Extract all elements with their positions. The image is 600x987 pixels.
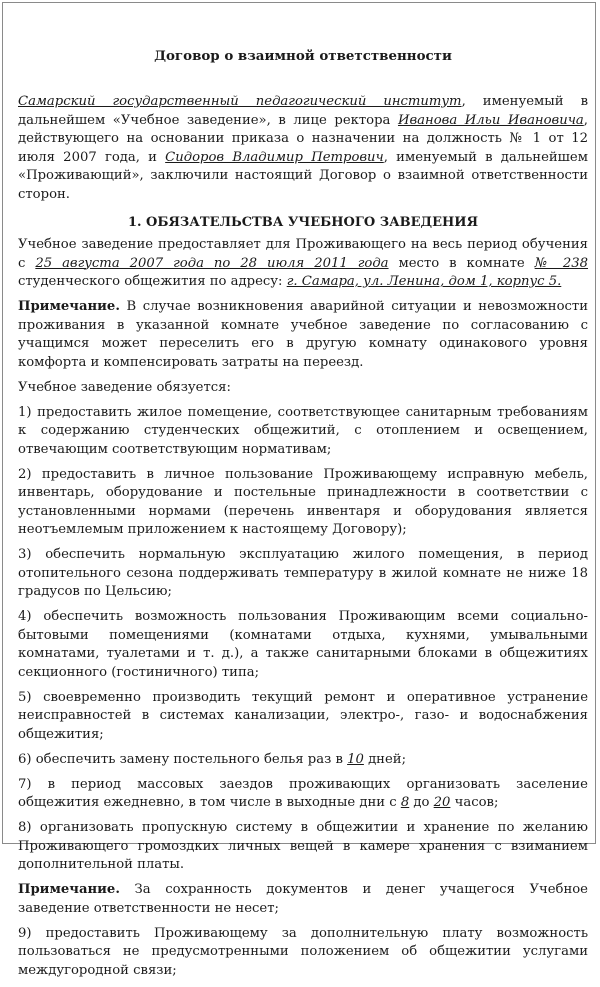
period-field: 25 августа 2007 года по 28 июля 2011 года [35,255,389,271]
room-field: № 238 [534,255,589,271]
days-field: 10 [347,751,364,767]
list-item: 8) организовать пропускную систему в общежитии и хранение по желанию Проживающего громоздких личных вещей в камере хранения с взиманием дополнительной платы. [18,820,588,872]
note-paragraph: Примечание. За сохранность документов и денег учащегося Учебное заведение ответственности не несет; [18,882,588,916]
document-page [2,2,596,978]
list-item: 4) обеспечить возможность пользования Проживающим всеми социально-бытовыми помещениями (комнатами отдыха, кухнями, умывальными комнатами, туалетами и т. д.), а также санитарными блоками в общежитиях секционного (гостиничного) типа; [18,609,588,680]
list-item: 1) предоставить жилое помещение, соответствующее санитарным требованиям к содержанию студенческих общежитий, с отоплением и освещением, отвечающим соответствующим нормативам; [18,404,588,457]
hours-from-field: 8 [400,795,410,810]
resident-name: Сидоров Владимир Петрович [165,149,384,165]
section-heading: 1. ОБЯЗАТЕЛЬСТВА УЧЕБНОГО ЗАВЕДЕНИЯ [127,215,479,230]
section-body [18,236,588,987]
list-item: 9) предоставить Проживающему за дополнительную плату возможность пользоваться не предусмотренными положением об общежитии услугами междугородной связи; [18,925,588,978]
list-item: 6) обеспечить замену постельного белья раз в 10 дней; [18,751,407,767]
institution-name: Самарский государственный педагогический институт [18,94,462,109]
document-title: Договор о взаимной ответственности [154,48,452,64]
list-item: 5) своевременно производить текущий ремонт и оперативное устранение неисправностей в системах канализации, электро-, газо- и водоснабжения общежития; [18,689,588,742]
note-paragraph: Примечание. В случае возникновения аварийной ситуации и невозможности проживания в указанной комнате учебное заведение по согласованию с учащимся может переселить его в другую комнату одинакового уровня комфорта и компенсировать затраты на переезд. [18,299,588,370]
rector-name: Иванова Ильи Ивановича [397,112,584,128]
intro-paragraph: Самарский государственный педагогический институт, именуемый в дальнейшем «Учебное заведение», в лице ректора Иванова Ильи Ивановича, действующего на основании приказа о назначении на должность № 1 от 12 июля 2007 года, и Сидоров Владимир Петрович, именуемый в дальнейшем «Проживающий», заключили настоящий Договор о взаимной ответственности сторон. [18,94,589,202]
obligations-intro: Учебное заведение обязуется: [18,379,231,395]
provision-paragraph: Учебное заведение предоставляет для Проживающего на весь период обучения с 25 августа 2007 года по 28 июля 2011 года место в комнате № 238 студенческого общежития по адресу: г. Самара, ул. Ленина, дом 1, корпус 5. [18,237,589,289]
list-item: 7) в период массовых заездов проживающих организовать заселение общежития ежедневно, в том числе в выходные дни с 8 до 20 часов; [18,776,588,810]
hours-to-field: 20 [433,795,451,810]
list-item: 2) предоставить в личное пользование Проживающему исправную мебель, инвентарь, оборудование и постельные принадлежности в соответствии с установленными нормами (перечень инвентаря и оборудования является неотъемлемым приложением к настоящему Договору); [18,466,588,537]
list-item: 3) обеспечить нормальную эксплуатацию жилого помещения, в период отопительного сезона поддерживать температуру в жилой комнате не ниже 18 градусов по Цельсию; [18,547,588,599]
address-field: г. Самара, ул. Ленина, дом 1, корпус 5. [286,274,562,289]
